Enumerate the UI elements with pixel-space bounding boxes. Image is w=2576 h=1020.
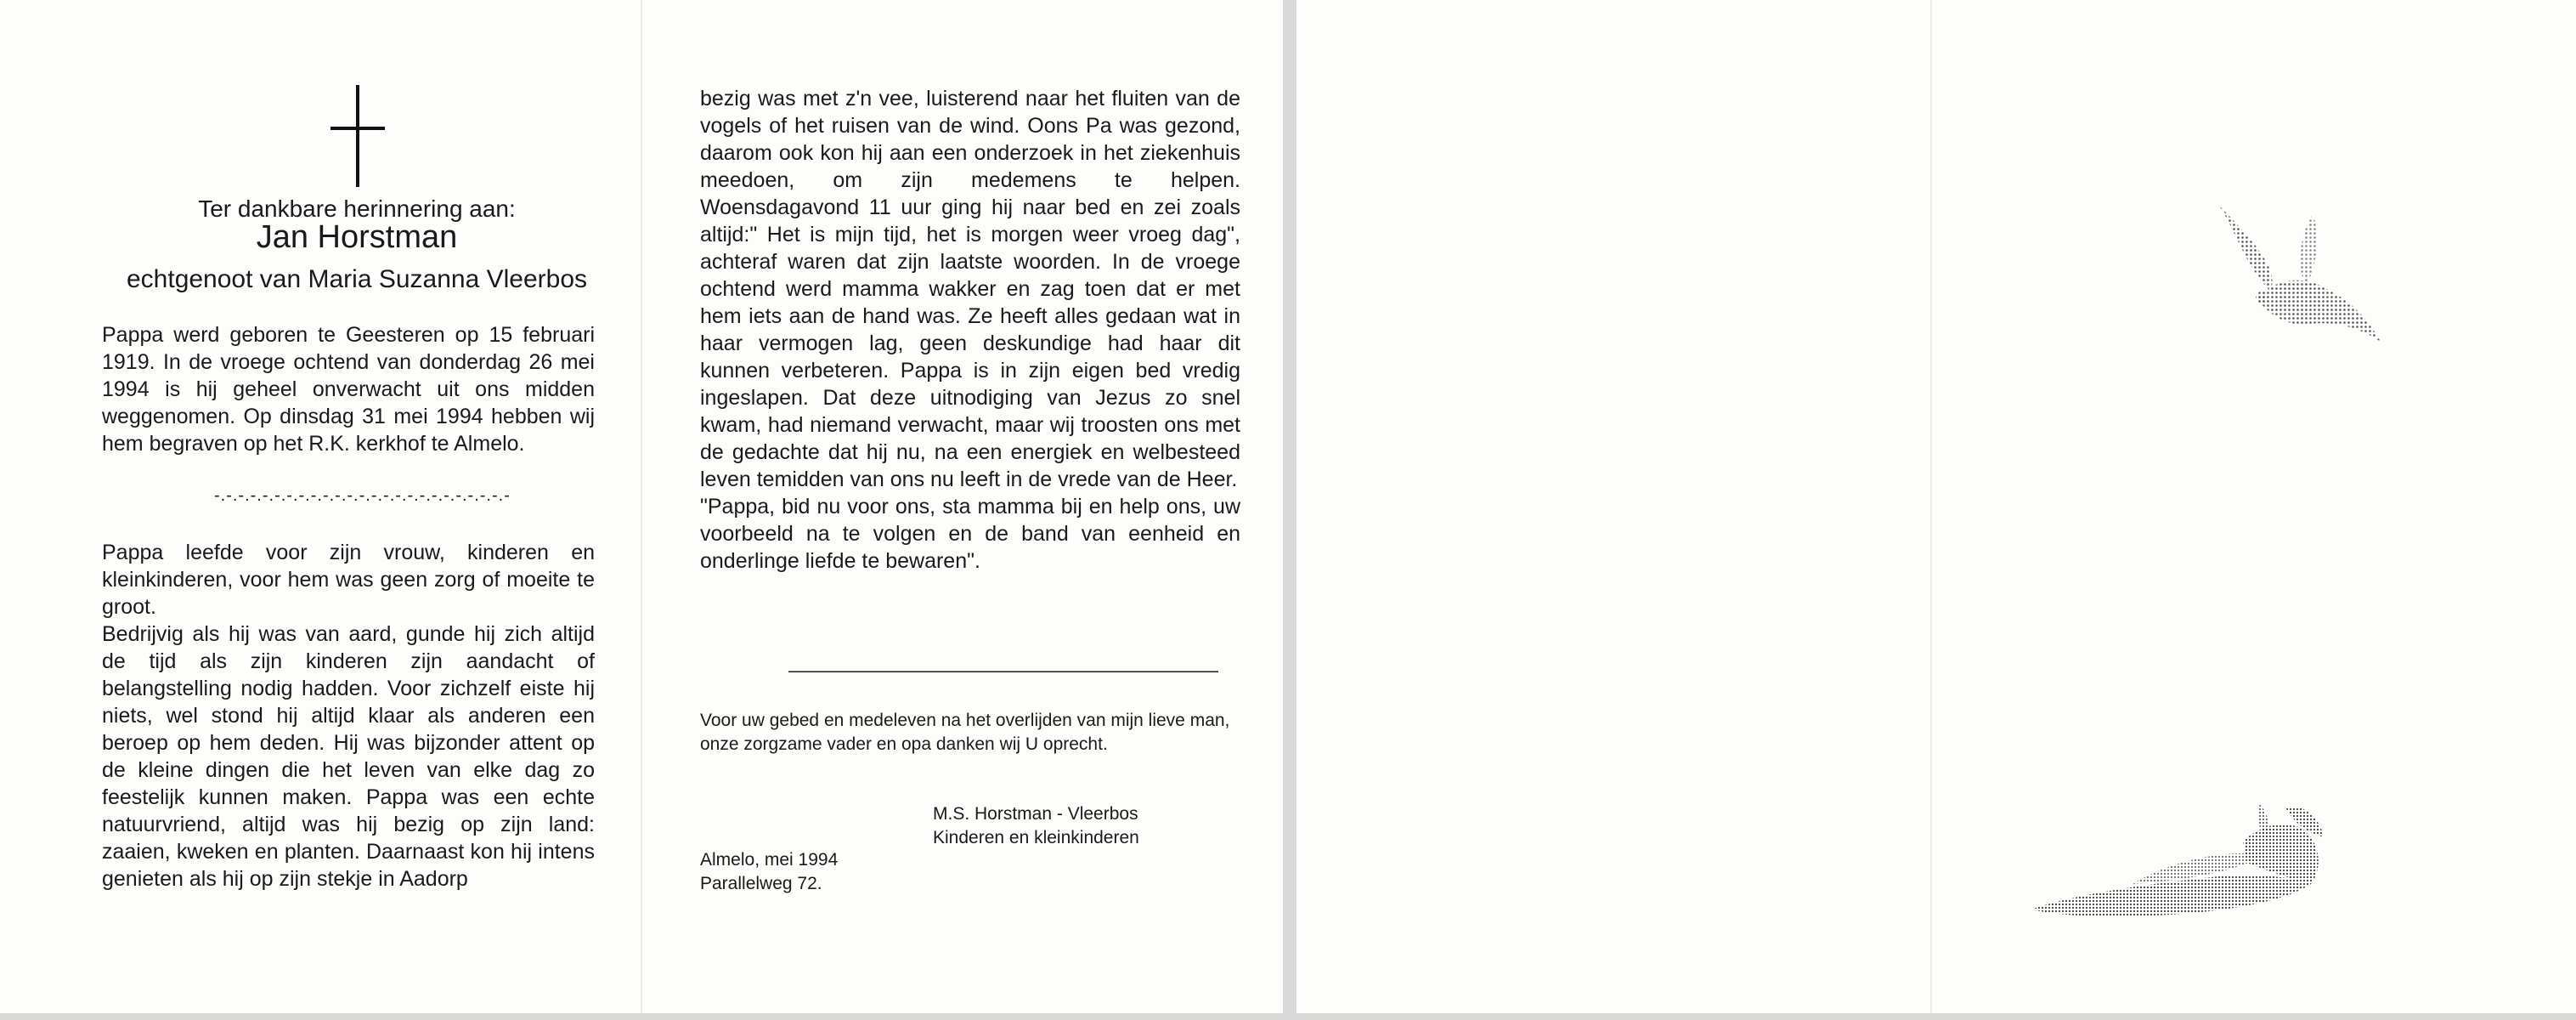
separator: -.-.-.-.-.-.-.-.-.-.-.-.-.-.-.-.-.-.-.-.-.-.-.-.-: [214, 486, 511, 505]
memorial-card-text-side: [0, 0, 1283, 1013]
separator: ———————————————————————: [788, 660, 1218, 681]
flower-bouquet-icon: [2031, 790, 2336, 926]
signature-block: [933, 802, 1139, 850]
biography-continued-paragraph: bezig was met z'n vee, luisterend naar het fluiten van de vogels of het ruisen van de wind. Oons Pa was gezond, daarom ook kon hij aan een onderzoek in het ziekenhuis meedoen, om zijn medemens te helpen. Woensdagavond 11 uur ging hij naar bed en zei zoals altijd:" Het is mijn tijd, het is morgen weer vroeg dag", achteraf waren dat zijn laatste woorden. In de vroege ochtend werd mamma wakker en zag toen dat er met hem iets aan de hand was. Ze heeft alles gedaan wat in haar vermogen lag, geen deskundige had haar dit kunnen verbeteren. Pappa is in zijn eigen bed vredig ingeslapen. Dat deze uitnodiging van Jezus zo snel kwam, had niemand verwacht, maar wij troosten ons met de gedachte dat hij nu, na een energiek en welbesteed leven temidden van ons nu leeft in de vrede van de Heer. "Pappa, bid nu voor ons, sta mamma bij en help ons, uw voorbeeld na te volgen en de band van eenheid en onderlinge liefde te bewaren".: [700, 87, 1240, 573]
address: Parallelweg 72.: [700, 874, 822, 893]
signature-family: Kinderen en kleinkinderen: [933, 828, 1139, 847]
deceased-name: Jan Horstman: [256, 219, 458, 255]
signature-widow: M.S. Horstman - Vleerbos: [933, 804, 1138, 824]
place-address-block: [700, 848, 838, 896]
memorial-card-image-side: [1296, 0, 2576, 1013]
place-date: Almelo, mei 1994: [700, 850, 839, 870]
spouse-line: echtgenoot van Maria Suzanna Vleerbos: [126, 265, 588, 293]
fold-line: [641, 0, 642, 1013]
biography-paragraph: Pappa leefde voor zijn vrouw, kinderen en kleinkinderen, voor hem was geen zorg of moeite te groot. Bedrijvig als hij was van aard, gunde hij zich altijd de tijd als zijn kinderen zijn aandacht of belangstelling nodig hadden. Voor zichzelf eiste hij niets, wel stond hij altijd klaar als anderen een beroep op hem deden. Hij was bijzonder attent op de kleine dingen die het leven van elke dag zo feestelijk kunnen maken. Pappa was een echte natuurvriend, altijd was hij bezig op zijn land: zaaien, kweken en planten. Daarnaast kon hij intens genieten als hij op zijn stekje in Aadorp: [102, 541, 595, 891]
dove-icon: [2211, 197, 2389, 359]
birth-death-paragraph: Pappa werd geboren te Geesteren op 15 februari 1919. In de vroege ochtend van donderdag 26 mei 1994 is hij geheel onverwacht uit ons midden weggenomen. Op dinsdag 31 mei 1994 hebben wij hem begraven op het R.K. kerkhof te Almelo.: [102, 323, 595, 456]
fold-line: [1930, 0, 1932, 1013]
acknowledgement-text: Voor uw gebed en medeleven na het overlijden van mijn lieve man, onze zorgzame vader en opa danken wij U oprecht.: [700, 711, 1230, 754]
intro-text: Ter dankbare herinnering aan:: [198, 196, 516, 222]
